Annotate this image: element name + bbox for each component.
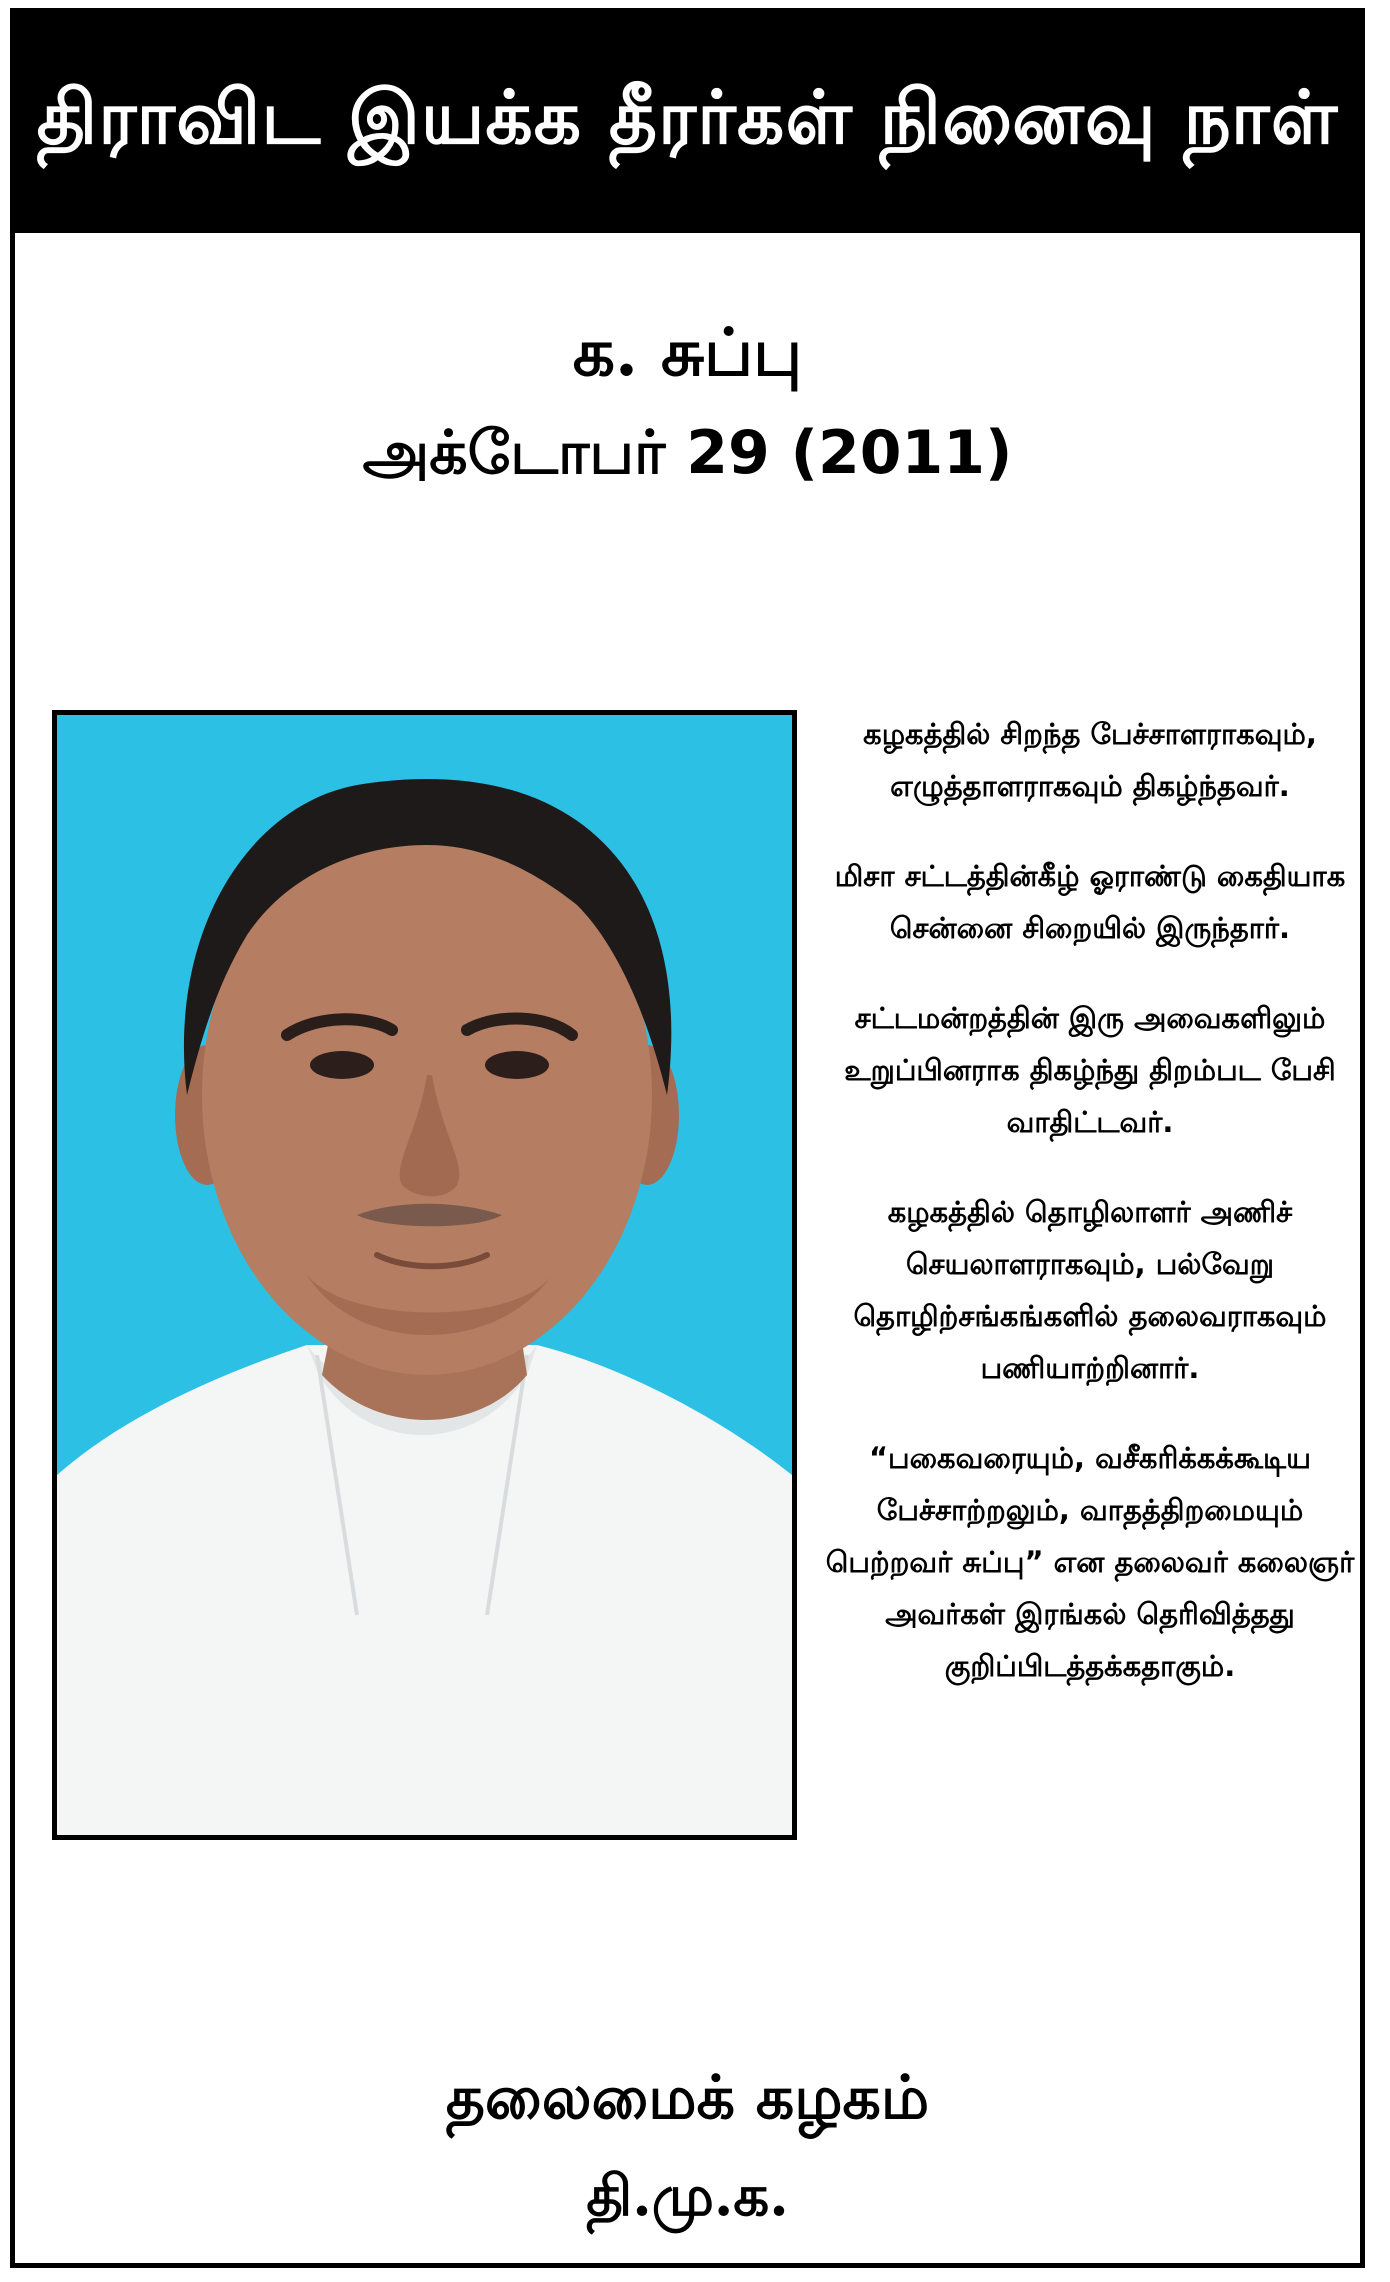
poster-frame	[10, 8, 1365, 2268]
portrait-illustration	[57, 715, 792, 1835]
memorial-date: அக்டோபர் 29 (2011)	[362, 418, 1013, 488]
header-title: திராவிட இயக்க தீரர்கள் நினைவு நாள்	[36, 75, 1339, 161]
footer-party: தி.மு.க.	[586, 2163, 789, 2229]
bio-paragraph-4: கழகத்தில் தொழிலாளர் அணிச் செயலாளராகவும், பல்வேறு தொழிற்சங்கங்களில் தலைவராகவும் பணியாற்றினார்.	[853, 1195, 1327, 1385]
header-band	[15, 13, 1360, 233]
bio-paragraph-5: “பகைவரையும், வசீகரிக்கக்கூடிய பேச்சாற்றலும், வாதத்திறமையும் பெற்றவர் சுப்பு” என தலைவர் கலைஞர் அவர்கள் இரங்கல் தெரிவித்தது குறிப்பிடத்தக்கதாகும்.	[825, 1441, 1355, 1683]
bio-paragraph-1: கழகத்தில் சிறந்த பேச்சாளராகவும், எழுத்தாளராகவும் திகழ்ந்தவர்.	[863, 717, 1317, 803]
bio-paragraph-3: சட்டமன்றத்தின் இரு அவைகளிலும் உறுப்பினராக திகழ்ந்து திறம்பட பேசி வாதிட்டவர்.	[844, 1001, 1336, 1139]
biography-text	[810, 708, 1370, 1730]
portrait-photo	[52, 710, 797, 1840]
person-name: க. சுப்பு	[572, 313, 803, 391]
footer-organization: தலைமைக் கழகம்	[445, 2063, 930, 2133]
bio-paragraph-2: மிசா சட்டத்தின்கீழ் ஓராண்டு கைதியாக சென்னை சிறையில் இருந்தார்.	[834, 859, 1346, 945]
